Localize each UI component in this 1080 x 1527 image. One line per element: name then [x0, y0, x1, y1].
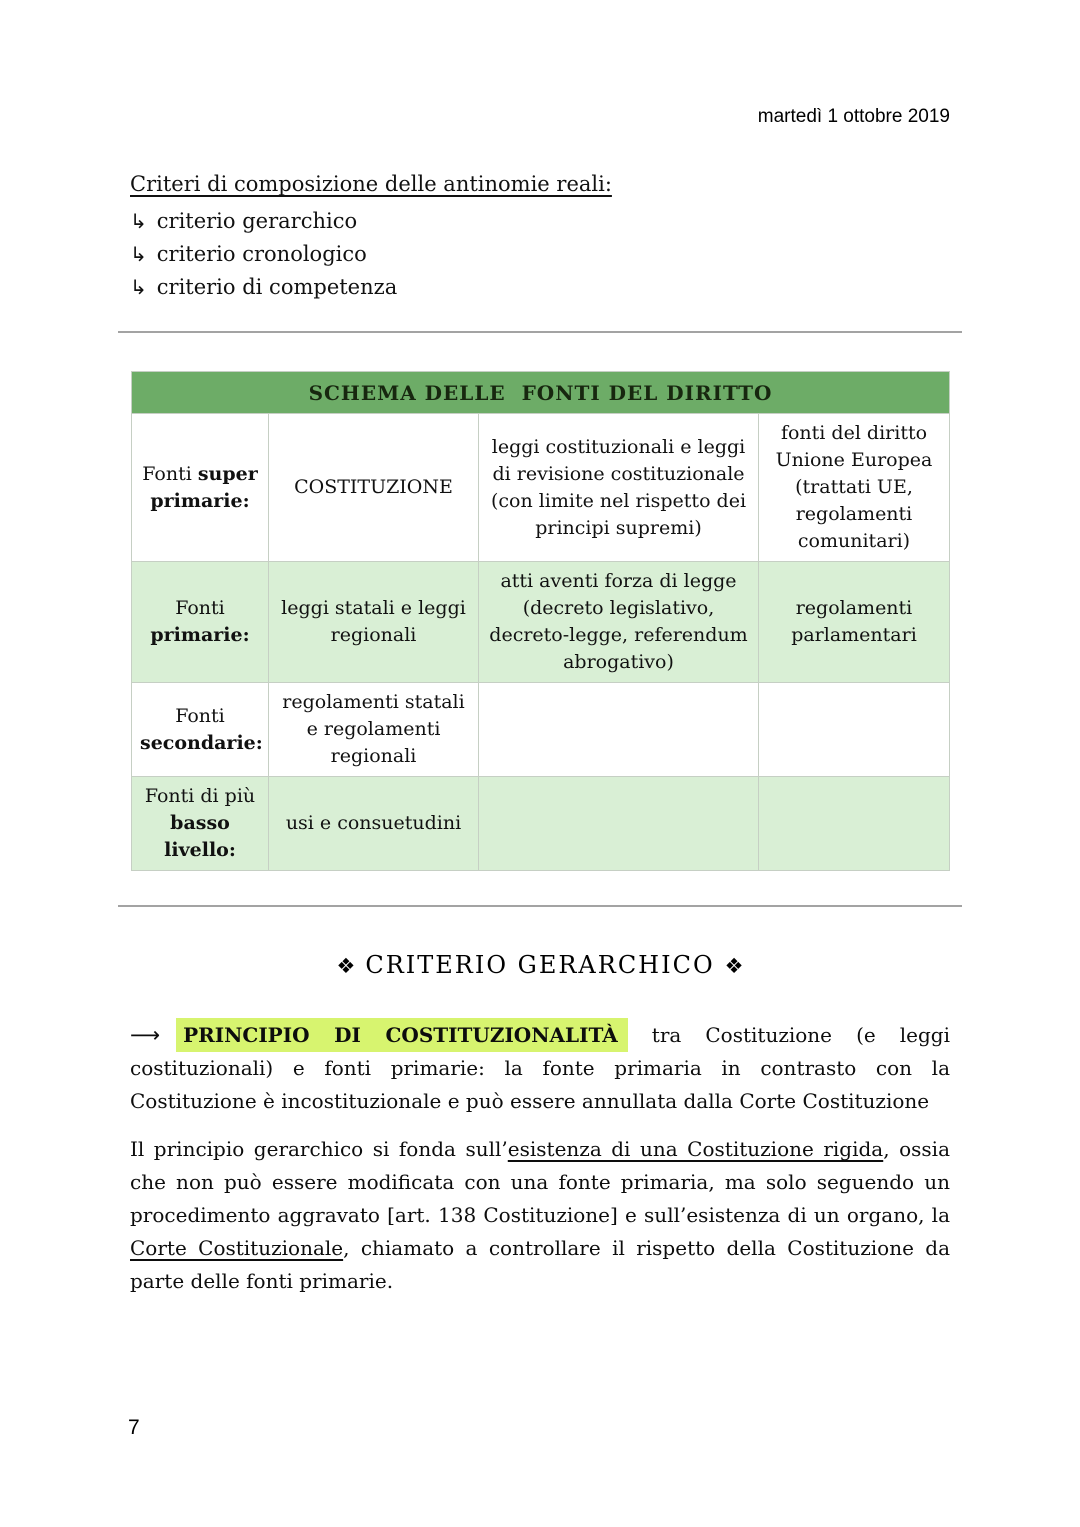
- criterion-label: criterio di competenza: [156, 275, 398, 299]
- list-item: [130, 205, 950, 238]
- list-item: [130, 271, 950, 304]
- long-arrow-icon: ⟶: [130, 1023, 161, 1047]
- underlined-phrase: esistenza di una Costituzione rigida: [507, 1137, 884, 1161]
- section-heading: [130, 951, 950, 979]
- date-header: martedì 1 ottobre 2019: [757, 106, 950, 127]
- divider: [118, 905, 962, 907]
- table-cell: leggi costituzionali e leggi di revisione costituzionale (con limite nel rispetto dei principi supremi): [479, 414, 759, 562]
- table-row: [132, 562, 950, 683]
- table-cell: regolamenti parlamentari: [759, 562, 950, 683]
- row-label: Fonti secondarie:: [132, 683, 269, 777]
- table-cell: usi e consuetudini: [269, 777, 479, 871]
- row-label: Fonti di più basso livello:: [132, 777, 269, 871]
- hook-arrow-icon: ↳: [130, 242, 147, 266]
- paragraph-text: tra Costituzione (e leggi costituzionali) e fonti primarie: la fonte primaria in contrasto con la Costituzione è incostituzionale e può essere annullata dalla Corte Costituzione: [130, 1023, 950, 1113]
- table-cell: regolamenti statali e regolamenti regionali: [269, 683, 479, 777]
- gerarchico-paragraph: [130, 1133, 950, 1298]
- divider: [118, 331, 962, 333]
- table-cell: atti aventi forza di legge (decreto legislativo, decreto-legge, referendum abrogativo): [479, 562, 759, 683]
- section-title: CRITERIO GERARCHICO: [365, 951, 715, 979]
- table-row: [132, 777, 950, 871]
- table-cell: [759, 683, 950, 777]
- list-item: [130, 238, 950, 271]
- criteria-list: [130, 205, 950, 304]
- row-label: Fonti super primarie:: [132, 414, 269, 562]
- paragraph-text: Il principio gerarchico si fonda sull’: [130, 1137, 508, 1161]
- table-header-row: [132, 372, 950, 414]
- underlined-phrase: Corte Costituzionale: [130, 1236, 344, 1260]
- paragraph-text: , ossia che non può essere modificata con una fonte primaria, ma solo seguendo un procedimento aggravato [art. 138 Costituzione] e sull’esistenza di un organo, la: [130, 1137, 950, 1227]
- highlighted-term: PRINCIPIO DI COSTITUZIONALITÀ: [176, 1018, 628, 1052]
- principio-paragraph: [130, 1019, 950, 1118]
- row-label: Fonti primarie:: [132, 562, 269, 683]
- criterion-label: criterio cronologico: [156, 242, 367, 266]
- table-title: SCHEMA DELLE FONTI DEL DIRITTO: [132, 372, 950, 414]
- table-cell: COSTITUZIONE: [269, 414, 479, 562]
- table-cell: [759, 777, 950, 871]
- table-cell: fonti del diritto Unione Europea (trattati UE, regolamenti comunitari): [759, 414, 950, 562]
- page-number: 7: [128, 1416, 140, 1439]
- table-cell: [479, 683, 759, 777]
- hook-arrow-icon: ↳: [130, 275, 147, 299]
- table-row: [132, 414, 950, 562]
- criterion-label: criterio gerarchico: [156, 209, 358, 233]
- paragraph-text: , chiamato a controllare il rispetto della Costituzione da parte delle fonti primarie.: [130, 1236, 950, 1293]
- table-cell: [479, 777, 759, 871]
- fonti-del-diritto-table: [131, 371, 950, 871]
- diamond-ornament-icon: ❖: [336, 954, 356, 978]
- diamond-ornament-icon: ❖: [724, 954, 744, 978]
- table-row: [132, 683, 950, 777]
- hook-arrow-icon: ↳: [130, 209, 147, 233]
- table-cell: leggi statali e leggi regionali: [269, 562, 479, 683]
- antinomie-heading: Criteri di composizione delle antinomie reali:: [130, 172, 612, 196]
